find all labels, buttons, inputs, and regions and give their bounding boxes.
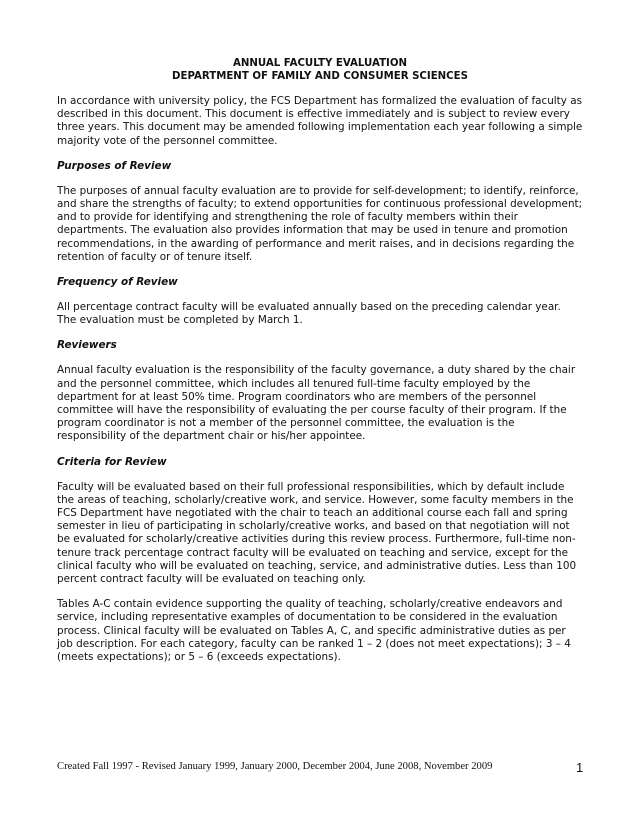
intro-paragraph: In accordance with university policy, the FCS Department has formalized the evaluation of faculty as described in this document. This document is effective immediately and is subject to review every three years. This document may be amended following implementation each year following a simple majority vote of the personnel committee. xyxy=(57,95,583,147)
reviewers-paragraph: Annual faculty evaluation is the responsibility of the faculty governance, a duty shared by the chair and the personnel committee, which includes all tenured full-time faculty employed by the department for at least 50% time. Program coordinators who are members of the personnel committee will have the responsibility of evaluating the per course faculty of their program. If the program coordinator is not a member of the personnel committee, the evaluation is the responsibility of the department chair or his/her appointee. xyxy=(57,364,576,443)
purposes-paragraph: The purposes of annual faculty evaluation are to provide for self-development; to identify, reinforce, and share the strengths of faculty; to extend opportunities for continuous professional development; and to provide for identifying and strengthening the role of faculty members within their departments. The evaluation also provides information that may be used in tenure and promotion recommendations, in the awarding of performance and merit raises, and in decisions regarding the retention of faculty or of tenure itself. xyxy=(57,184,583,263)
section-heading-purposes: Purposes of Review xyxy=(57,159,172,172)
document-title: ANNUAL FACULTY EVALUATION xyxy=(232,58,408,69)
document-page xyxy=(57,0,583,664)
revision-footer: Created Fall 1997 - Revised January 1999, January 2000, December 2004, June 2008, November 2009 xyxy=(57,761,493,772)
frequency-paragraph: All percentage contract faculty will be evaluated annually based on the preceding calendar year. The evaluation must be completed by March 1. xyxy=(57,301,561,327)
page-number: 1 xyxy=(576,760,584,775)
section-heading-criteria: Criteria for Review xyxy=(57,455,167,468)
section-heading-frequency: Frequency of Review xyxy=(57,276,178,289)
criteria-paragraph: Faculty will be evaluated based on their full professional responsibilities, which by default include the areas of teaching, scholarly/creative work, and service. However, some faculty members in the FCS Department have negotiated with the chair to teach an additional course each fall and spring semester in lieu of participating in scholarly/creative works, and based on that negotiation will not be evaluated for scholarly/creative activities during this review process. Furthermore, full-time non-tenure track percentage contract faculty will be evaluated on teaching and service, except for the clinical faculty who will be evaluated on teaching, service, and administrative duties. Less than 100 percent contract faculty will be evaluated on teaching only. xyxy=(57,480,577,586)
document-subtitle: DEPARTMENT OF FAMILY AND CONSUMER SCIENCES xyxy=(172,71,468,82)
tables-paragraph: Tables A-C contain evidence supporting the quality of teaching, scholarly/creative endeavors and service, including representative examples of documentation to be considered in the evaluation process. Clinical faculty will be evaluated on Tables A, C, and specific administrative duties as per job description. For each category, faculty can be ranked 1 – 2 (does not meet expectations); 3 – 4 (meets expectations); or 5 – 6 (exceeds expectations). xyxy=(57,598,571,664)
section-heading-reviewers: Reviewers xyxy=(57,339,117,352)
